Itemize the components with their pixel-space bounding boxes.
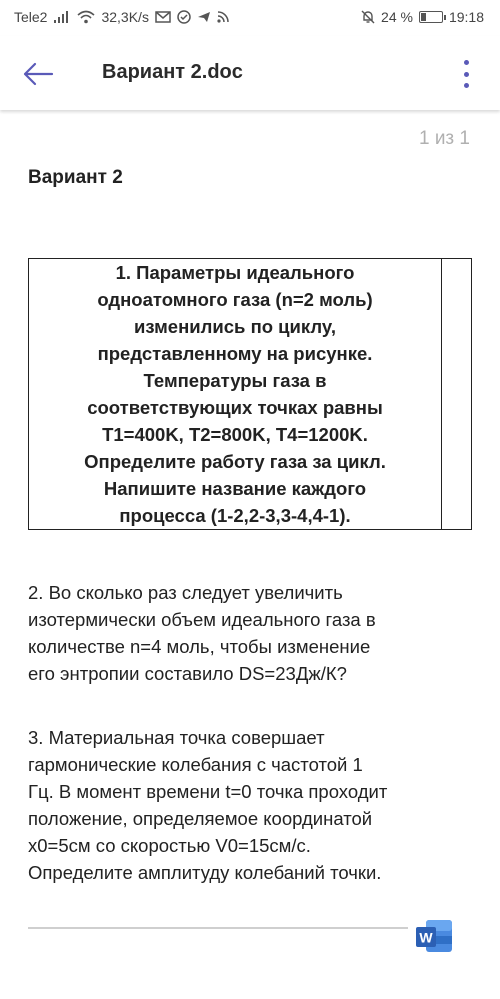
net-speed: 32,3K/s [101, 9, 149, 25]
arrow-left-icon [22, 62, 54, 86]
carrier-name: Tele2 [14, 9, 48, 25]
document-title: Вариант 2.doc [102, 61, 243, 83]
battery-icon [419, 11, 443, 23]
q1-line: Напишите название каждого [103, 478, 367, 499]
q3-line: 3. Материальная точка совершает [28, 727, 325, 748]
status-right [361, 9, 484, 25]
open-in-word-button[interactable] [412, 914, 456, 958]
question-1-cell [29, 259, 442, 529]
q3-line: положение, определяемое координатой [28, 808, 373, 829]
back-button[interactable] [18, 54, 58, 94]
variant-heading: Вариант 2 [28, 167, 123, 188]
q1-line: соответствующих точках равны [87, 397, 383, 418]
rss-icon [217, 11, 229, 23]
more-vert-icon-dot [464, 83, 469, 88]
empty-cell [442, 259, 471, 529]
more-vert-icon-dot [464, 72, 469, 77]
q1-line: представленному на рисунке. [97, 343, 373, 364]
question-1-text [84, 259, 386, 529]
q3-line: гармонические колебания с частотой 1 [28, 754, 363, 775]
question-2-text [28, 579, 468, 687]
q1-line: одноатомного газа (n=2 моль) [97, 289, 373, 310]
email-icon [155, 11, 171, 23]
q2-line: количестве n=4 моль, чтобы изменение [28, 636, 371, 657]
q3-line: Гц. В момент времени t=0 точка проходит [28, 781, 388, 802]
mute-bell-icon [361, 10, 375, 24]
q1-line: T1=400K, T2=800K, T4=1200K. [102, 424, 368, 445]
q3-line: Определите амплитуду колебаний точки. [28, 862, 382, 883]
q1-line: процесса (1-2,2-3,3-4,4-1). [119, 505, 351, 526]
q1-line: Определите работу газа за цикл. [84, 451, 386, 472]
question-3-text [28, 724, 473, 886]
q2-line: изотермически объем идеального газа в [28, 609, 376, 630]
more-vert-icon [464, 60, 469, 65]
word-app-icon [412, 914, 456, 958]
battery-percent: 24 % [381, 9, 413, 25]
check-icon [177, 10, 191, 24]
app-bar [0, 36, 500, 110]
wifi-icon [77, 10, 95, 24]
page-counter: 1 из 1 [418, 128, 470, 149]
q2-line: 2. Во сколько раз следует увеличить [28, 582, 343, 603]
status-left [14, 9, 229, 25]
q3-line: x0=5см со скоростью V0=15см/с. [28, 835, 311, 856]
battery-fill [421, 13, 426, 21]
q1-line: изменились по циклу, [134, 316, 336, 337]
q1-line: Температуры газа в [143, 370, 327, 391]
telegram-icon [197, 11, 211, 23]
word-letter: W [419, 929, 433, 946]
more-options-button[interactable] [456, 56, 476, 92]
page-divider [28, 927, 408, 929]
q1-line: 1. Параметры идеального [115, 262, 355, 283]
clock: 19:18 [448, 9, 484, 25]
status-bar [0, 0, 500, 36]
question-1-table [28, 258, 472, 530]
signal-icon [53, 11, 71, 23]
q2-line: его энтропии составило DS=23Дж/К? [28, 663, 347, 684]
